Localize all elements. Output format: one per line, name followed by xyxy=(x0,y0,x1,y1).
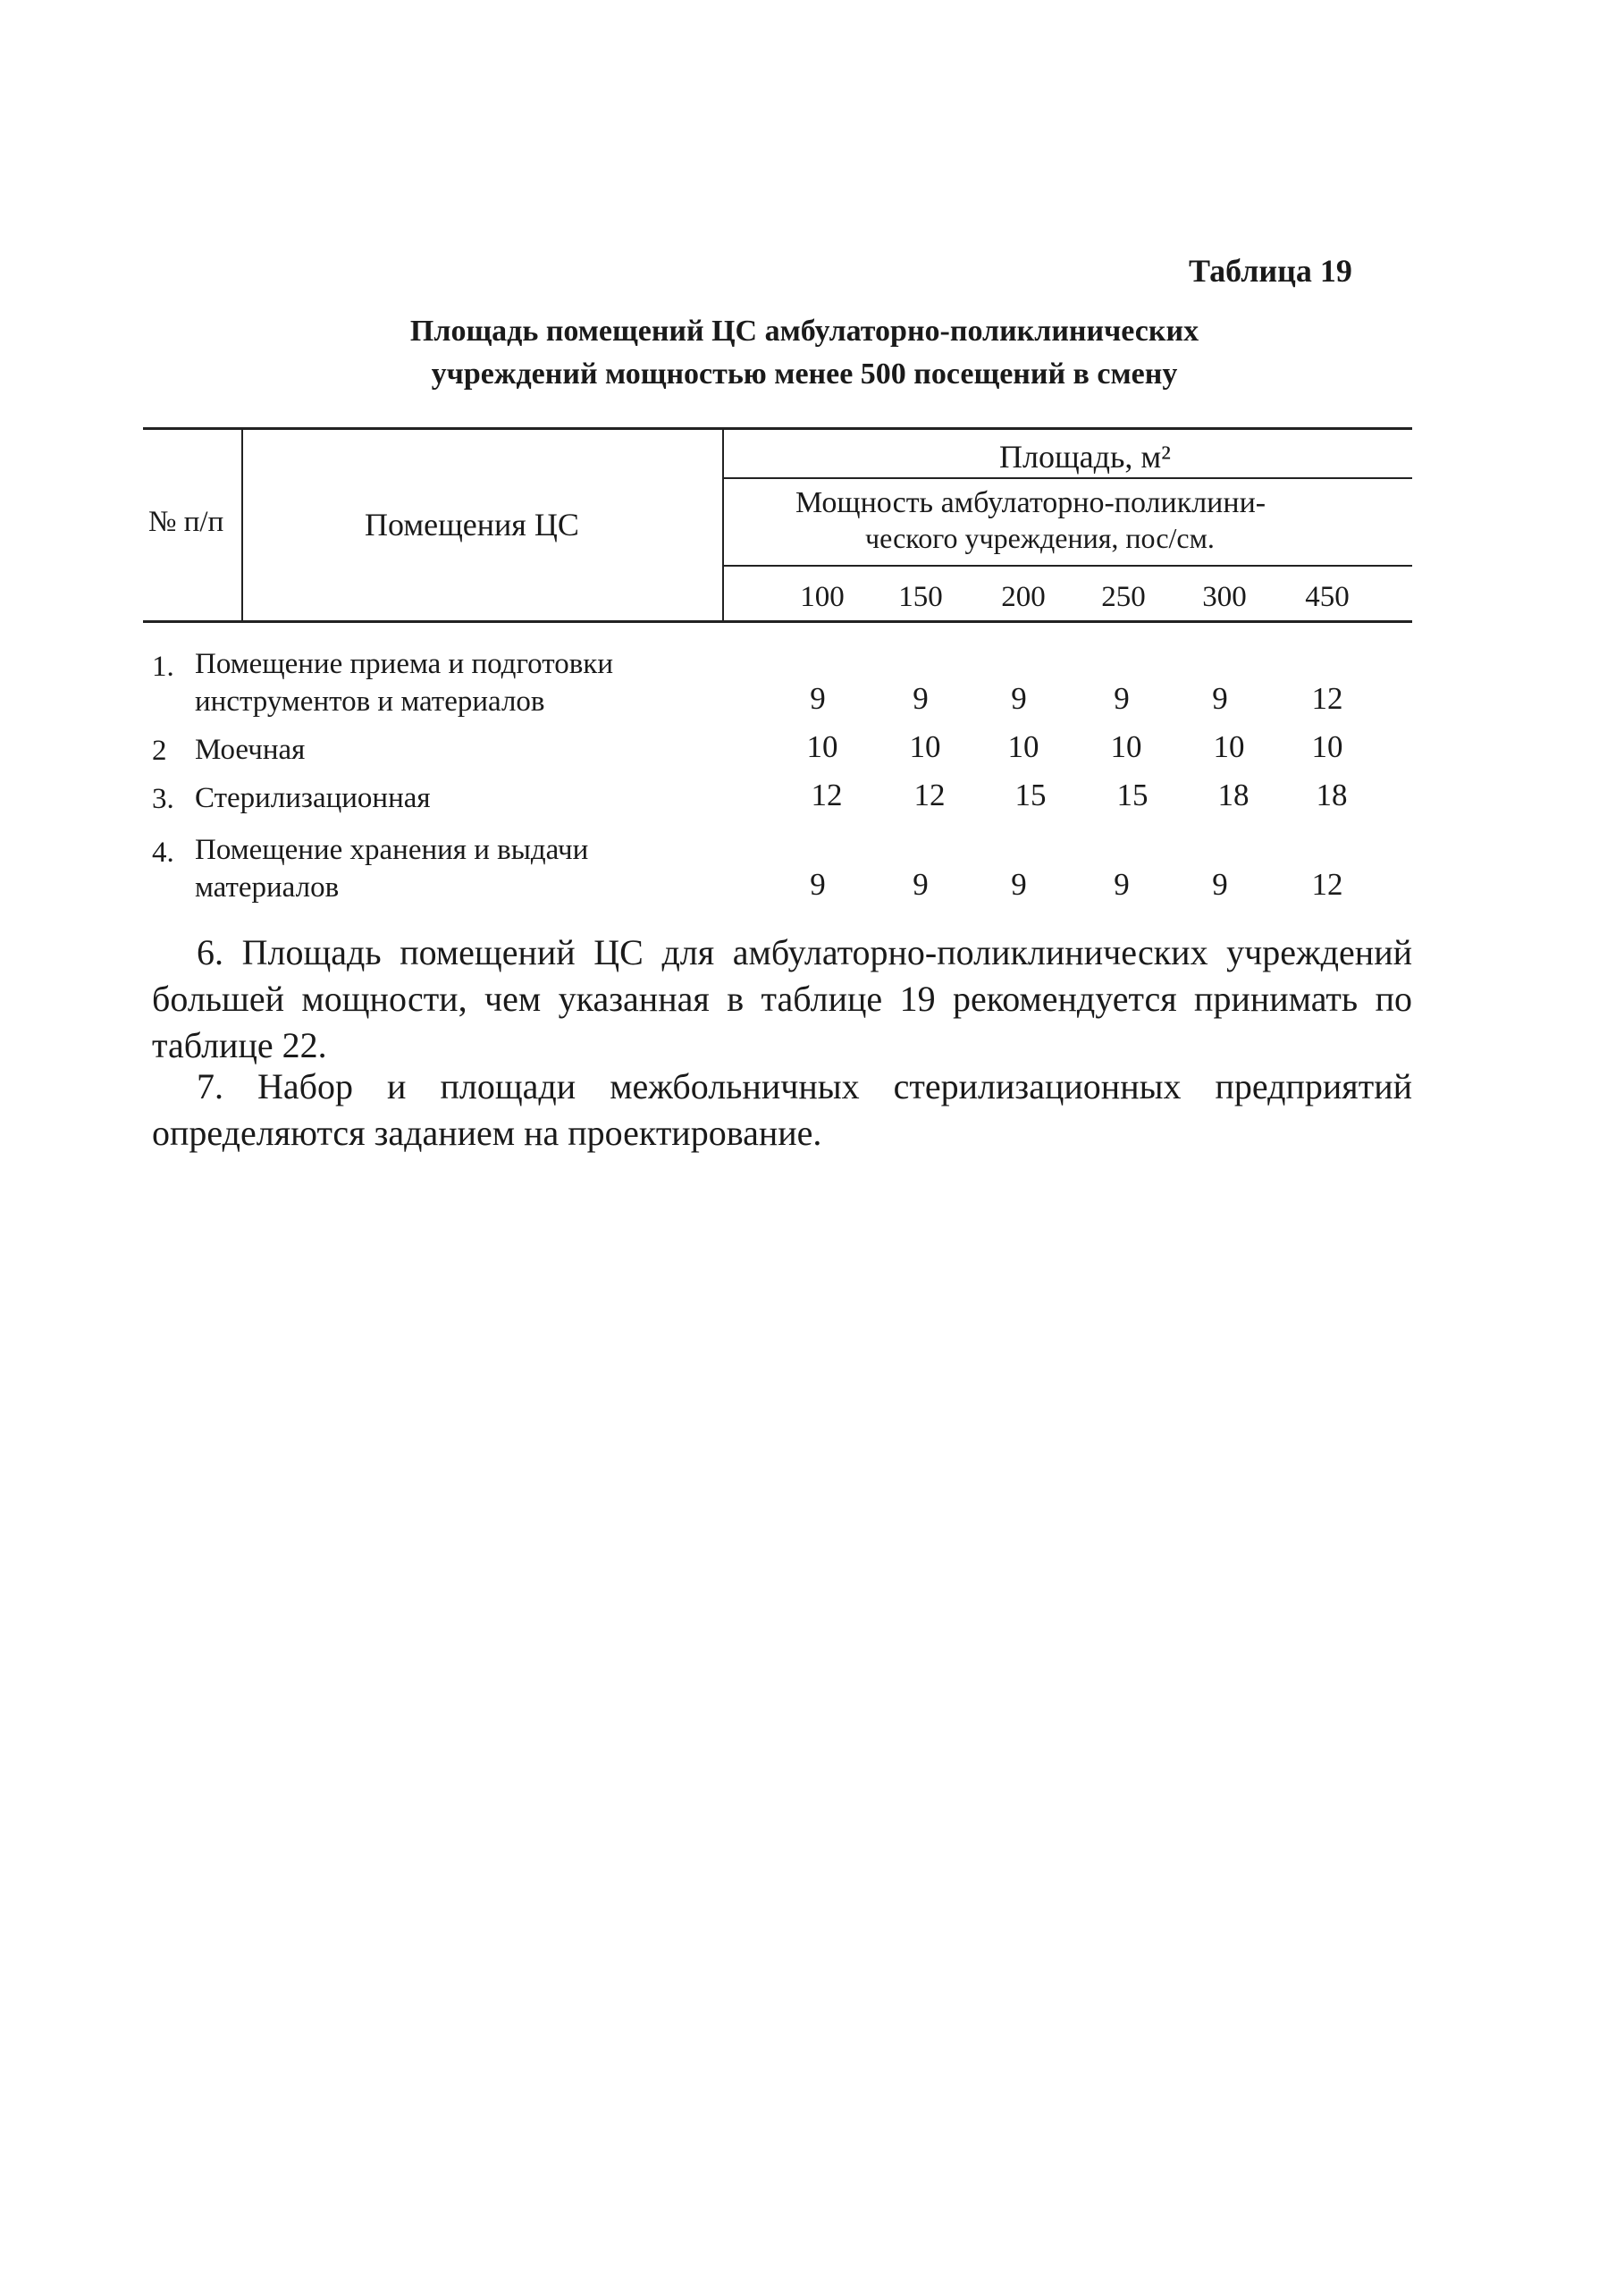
row-number: 4. xyxy=(152,837,174,869)
header-bottom-rule xyxy=(143,620,1412,623)
row-value: 9 xyxy=(913,681,929,716)
row-value: 9 xyxy=(1114,681,1130,716)
header-capacity-250: 250 xyxy=(1101,581,1146,613)
row-value: 9 xyxy=(1114,867,1130,902)
row-value: 15 xyxy=(1116,778,1149,812)
header-capacity-line-1: Мощность амбулаторно-поликлини- xyxy=(795,486,1266,519)
header-capacity-100: 100 xyxy=(800,581,845,613)
row-value: 10 xyxy=(909,729,941,764)
column-divider-2 xyxy=(722,427,724,622)
row-number: 1. xyxy=(152,651,174,683)
row-name-line-2: инструментов и материалов xyxy=(195,686,545,718)
row-value: 9 xyxy=(810,867,826,902)
row-value: 10 xyxy=(1213,729,1245,764)
table-label: Таблица 19 xyxy=(1189,253,1352,289)
row-value: 10 xyxy=(1311,729,1343,764)
header-capacity-450: 450 xyxy=(1305,581,1350,613)
row-name-line-1: Помещение приема и подготовки xyxy=(195,648,613,680)
row-value: 12 xyxy=(811,778,843,812)
row-name-line-1: Помещение хранения и выдачи xyxy=(195,834,589,866)
paragraph-7: 7. Набор и площади межбольничных стерилизационных предприятий определяются заданием на проектирование. xyxy=(152,1066,1412,1153)
header-capacity-line-2: ческого учреждения, пос/см. xyxy=(865,522,1215,554)
header-capacity-200: 200 xyxy=(1001,581,1046,613)
row-value: 10 xyxy=(1007,729,1039,764)
header-capacity-300: 300 xyxy=(1202,581,1247,613)
row-value: 9 xyxy=(1011,681,1027,716)
row-value: 10 xyxy=(806,729,838,764)
row-value: 18 xyxy=(1217,778,1250,812)
header-num: № п/п xyxy=(148,506,224,538)
table-caption-line-1: Площадь помещений ЦС амбулаторно-поликлинических xyxy=(409,315,1199,348)
row-value: 12 xyxy=(913,778,946,812)
header-area: Площадь, м² xyxy=(999,439,1171,475)
row-value: 9 xyxy=(1011,867,1027,902)
row-value: 15 xyxy=(1014,778,1047,812)
row-value: 9 xyxy=(810,681,826,716)
column-divider-1 xyxy=(241,427,243,622)
header-capacity-rule xyxy=(724,565,1412,567)
row-number: 2 xyxy=(152,735,167,767)
paragraph-6: 6. Площадь помещений ЦС для амбулаторно-поликлинических учреждений большей мощности, чем указанная в таблице 19 рекомендуется принимать по таблице 22. xyxy=(152,932,1412,1065)
row-name-line-2: материалов xyxy=(195,871,340,904)
row-value: 9 xyxy=(1212,867,1228,902)
row-name-line-1: Стерилизационная xyxy=(195,782,431,814)
row-value: 12 xyxy=(1311,867,1343,902)
row-value: 9 xyxy=(913,867,929,902)
header-rooms: Помещения ЦС xyxy=(365,507,579,543)
row-value: 9 xyxy=(1212,681,1228,716)
table-top-rule xyxy=(143,427,1412,430)
header-area-rule xyxy=(724,477,1412,479)
row-value: 10 xyxy=(1110,729,1142,764)
header-capacity-150: 150 xyxy=(898,581,943,613)
table-caption-line-2: учреждений мощностью менее 500 посещений в смену xyxy=(431,358,1178,391)
row-name-line-1: Моечная xyxy=(195,734,306,766)
row-number: 3. xyxy=(152,783,174,815)
row-value: 18 xyxy=(1316,778,1348,812)
row-value: 12 xyxy=(1311,681,1343,716)
